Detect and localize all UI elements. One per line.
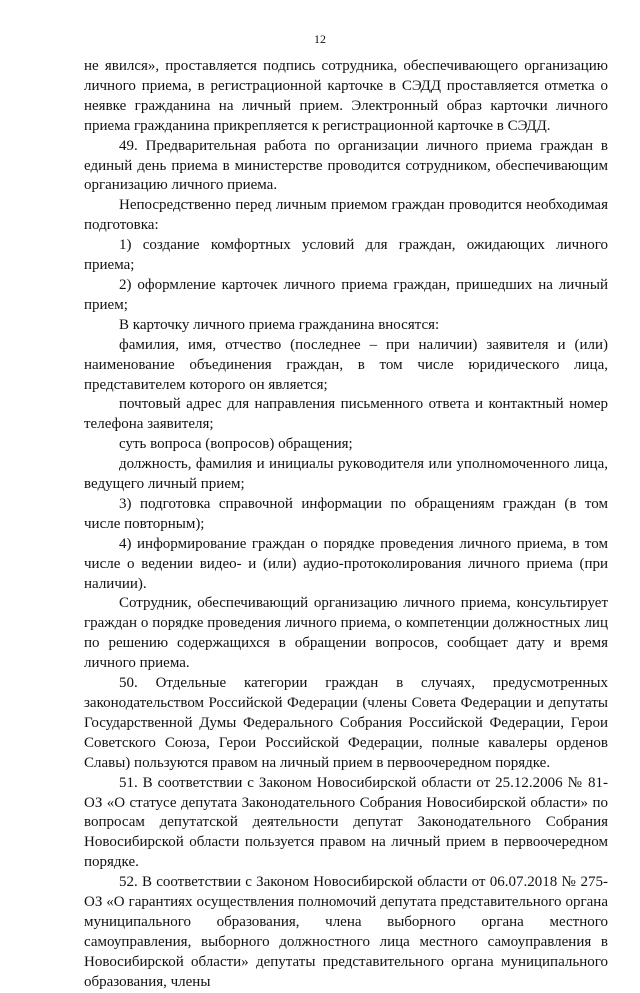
paragraph: В карточку личного приема гражданина вносятся: [119, 316, 440, 333]
list-item: суть вопроса (вопросов) обращения; [119, 436, 353, 453]
paragraph: 51. В соответствии с Законом Новосибирской области от 25.12.2006 № 81-ОЗ «О статусе депутата Законодательного Собрания Новосибирской области» по вопросам депутатской деятельности депутат Законодательного Собрания Новосибирской области пользуется правом на личный прием в первоочередном порядке. [84, 774, 608, 871]
list-item: 3) подготовка справочной информации по обращениям граждан (в том числе повторным); [84, 495, 608, 532]
paragraph: 52. В соответствии с Законом Новосибирской области от 06.07.2018 № 275-ОЗ «О гарантиях осуществления полномочий депутата представительного органа муниципального образования, члена выборного органа местного самоуправления, выборного должностного лица местного самоуправления в Новосибирской области» депутаты представительного органа муниципального образования, члены [84, 874, 608, 990]
paragraph: 49. Предварительная работа по организации личного приема граждан в единый день приема в министерстве проводится сотрудником, обеспечивающим организацию личного приема. [84, 137, 608, 194]
list-item: фамилия, имя, отчество (последнее – при наличии) заявителя и (или) наименование объединения граждан, в том числе юридического лица, представителем которого он является; [84, 336, 608, 393]
list-item: 1) создание комфортных условий для граждан, ожидающих личного приема; [84, 237, 608, 274]
paragraph: Сотрудник, обеспечивающий организацию личного приема, консультирует граждан о порядке проведения личного приема, о компетенции должностных лиц по решению содержащихся в обращении вопросов, сообщает дату и время личного приема. [84, 595, 608, 672]
paragraph: 50. Отдельные категории граждан в случаях, предусмотренных законодательством Российской Федерации (члены Совета Федерации и депутаты Государственной Думы Федерального Собрания Российской Федерации, Герои Советского Союза, Герои Российской Федерации, полные кавалеры орденов Славы) пользуются правом на личный прием в первоочередном порядке. [84, 675, 608, 771]
list-item: 2) оформление карточек личного приема граждан, пришедших на личный прием; [84, 276, 608, 313]
list-item: 4) информирование граждан о порядке проведения личного приема, в том числе о ведении видео- и (или) аудио-протоколирования личного приема (при наличии). [84, 535, 608, 592]
document-body [84, 57, 608, 993]
page-number: 12 [314, 32, 326, 46]
paragraph: не явился», проставляется подпись сотрудника, обеспечивающего организацию личного приема, в регистрационной карточке в СЭДД проставляется отметка о неявке гражданина на личный прием. Электронный образ карточки личного приема гражданина прикрепляется к регистрационной карточке в СЭДД. [84, 58, 608, 134]
paragraph: Непосредственно перед личным приемом граждан проводится необходимая подготовка: [84, 197, 608, 234]
list-item: почтовый адрес для направления письменного ответа и контактный номер телефона заявителя; [84, 396, 608, 433]
list-item: должность, фамилия и инициалы руководителя или уполномоченного лица, ведущего личный прием; [84, 456, 608, 493]
